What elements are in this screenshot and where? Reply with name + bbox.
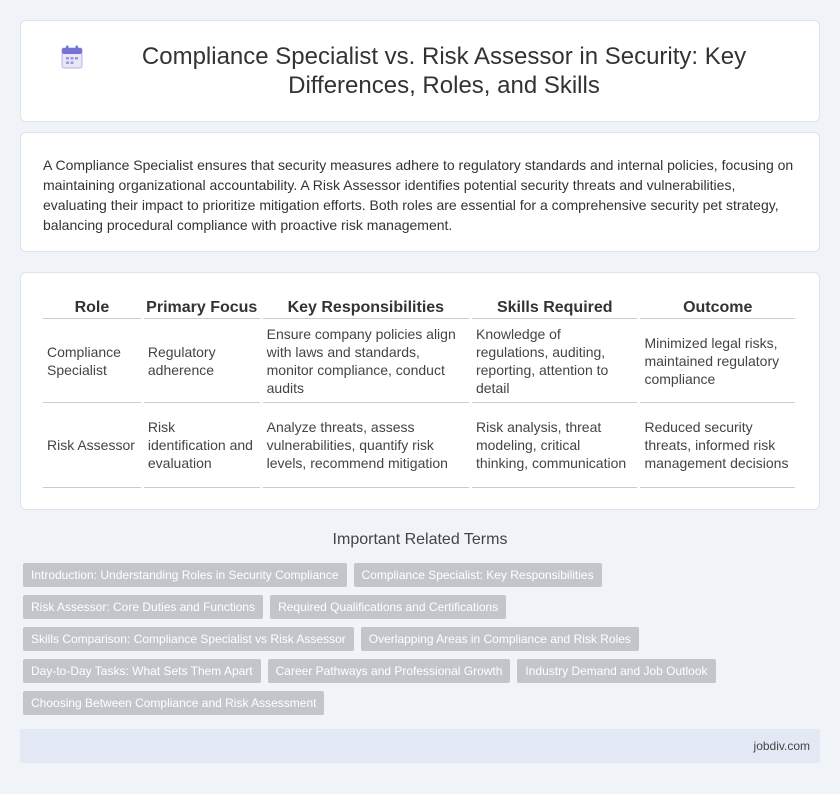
related-term-tag[interactable]: Career Pathways and Professional Growth <box>268 659 511 683</box>
title-card <box>20 20 820 122</box>
related-term-tag[interactable]: Choosing Between Compliance and Risk Assessment <box>23 691 324 715</box>
footer-site-link[interactable]: jobdiv.com <box>753 739 810 753</box>
tag-row <box>23 563 823 587</box>
calendar-icon <box>61 45 83 69</box>
table-header-row <box>43 293 795 319</box>
related-term-tag[interactable]: Introduction: Understanding Roles in Security Compliance <box>23 563 347 587</box>
related-term-tag[interactable]: Industry Demand and Job Outlook <box>517 659 715 683</box>
related-term-tag[interactable]: Required Qualifications and Certifications <box>270 595 506 619</box>
table-cell: Minimized legal risks, maintained regulatory compliance <box>640 319 795 403</box>
intro-text: A Compliance Specialist ensures that security measures adhere to regulatory standards and internal policies, focusing on maintaining organizational accountability. A Risk Assessor identifies potential security threats and vulnerabilities, evaluating their impact to prioritize mitigation efforts. Both roles are essential for a comprehensive security pet strategy, balancing procedural compliance with proactive risk management. <box>43 157 794 233</box>
table-cell: Reduced security threats, informed risk management decisions <box>640 403 795 488</box>
header-skills-required: Skills Required <box>472 293 638 319</box>
table-cell: Analyze threats, assess vulnerabilities, quantify risk levels, recommend mitigation <box>263 403 469 488</box>
related-term-tag[interactable]: Day-to-Day Tasks: What Sets Them Apart <box>23 659 261 683</box>
related-terms-title: Important Related Terms <box>332 531 508 548</box>
title-wrap <box>21 42 819 100</box>
table-cell: Risk analysis, threat modeling, critical thinking, communication <box>472 403 638 488</box>
related-term-tag[interactable]: Compliance Specialist: Key Responsibilities <box>354 563 602 587</box>
page-title: Compliance Specialist vs. Risk Assessor in Security: Key Differences, Roles, and Skills <box>141 43 747 99</box>
tag-row <box>23 627 823 651</box>
table-row <box>43 319 795 403</box>
related-term-tag[interactable]: Risk Assessor: Core Duties and Functions <box>23 595 263 619</box>
comparison-table <box>40 293 798 488</box>
table-cell: Ensure company policies align with laws and standards, monitor compliance, conduct audits <box>263 319 469 403</box>
header-role: Role <box>43 293 141 319</box>
header-outcome: Outcome <box>640 293 795 319</box>
header-primary-focus: Primary Focus <box>144 293 260 319</box>
related-term-tag[interactable]: Skills Comparison: Compliance Specialist vs Risk Assessor <box>23 627 354 651</box>
table-cell: Compliance Specialist <box>43 319 141 403</box>
header-key-responsibilities: Key Responsibilities <box>263 293 469 319</box>
tag-row <box>23 659 823 683</box>
table-cell: Knowledge of regulations, auditing, reporting, attention to detail <box>472 319 638 403</box>
footer <box>20 729 820 763</box>
table-cell: Regulatory adherence <box>144 319 260 403</box>
tag-row <box>23 595 823 619</box>
tag-row <box>23 691 823 715</box>
comparison-table-card <box>20 272 820 510</box>
table-row <box>43 403 795 488</box>
table-cell: Risk identification and evaluation <box>144 403 260 488</box>
related-term-tag[interactable]: Overlapping Areas in Compliance and Risk Roles <box>361 627 639 651</box>
table-cell: Risk Assessor <box>43 403 141 488</box>
intro-card <box>20 132 820 252</box>
related-terms-tags <box>23 563 823 723</box>
